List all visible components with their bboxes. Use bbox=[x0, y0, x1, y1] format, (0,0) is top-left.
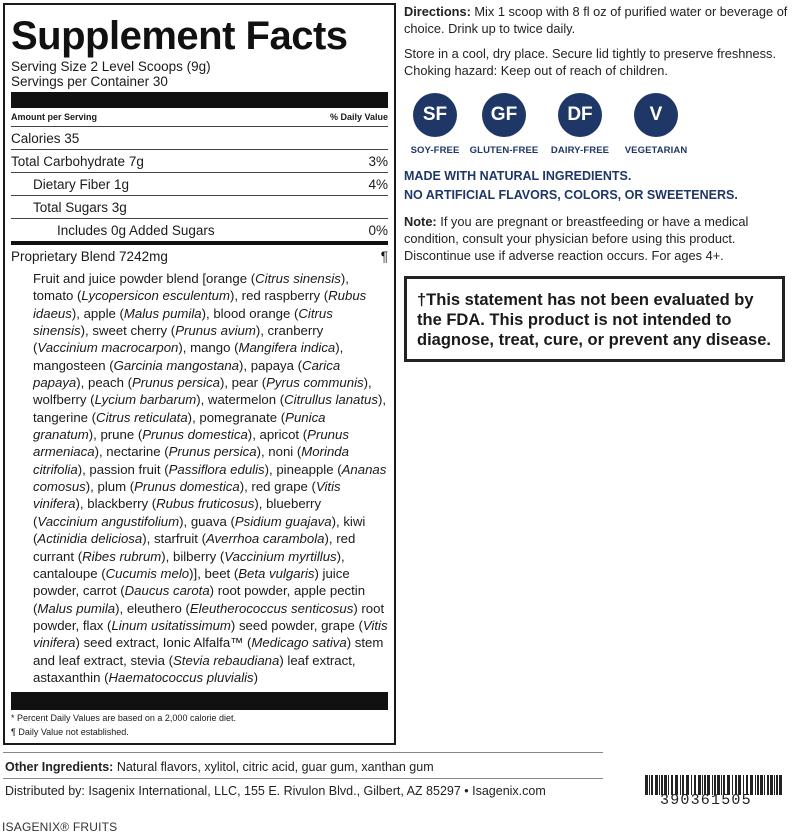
blend-text: ), apricot ( bbox=[247, 427, 308, 443]
nutrient-dv: ¶ bbox=[380, 249, 388, 264]
facts-title: Supplement Facts bbox=[11, 14, 348, 58]
blend-text: ), cantaloupe ( bbox=[33, 548, 345, 581]
barcode-bar bbox=[776, 775, 778, 795]
barcode-bar bbox=[770, 775, 773, 795]
blend-text: ), bilberry ( bbox=[161, 548, 225, 564]
barcode-bar bbox=[779, 775, 782, 795]
nutrient-dv: 3% bbox=[368, 154, 388, 169]
botanical-name: Eleutherococcus senticosus bbox=[189, 600, 354, 616]
botanical-name: Citrus reticulata bbox=[96, 409, 188, 425]
botanical-name: Actinidia deliciosa bbox=[37, 531, 143, 547]
blend-text: ) root powder, flax ( bbox=[33, 600, 385, 633]
botanical-name: Stevia rebaudiana bbox=[173, 652, 280, 668]
gluten-free-icon: GF bbox=[482, 93, 526, 137]
other-ingredients-label: Other Ingredients: bbox=[5, 760, 114, 774]
supplement-facts-panel bbox=[3, 3, 396, 745]
blend-text: ), tomato ( bbox=[33, 271, 349, 304]
blend-text: ), starfruit ( bbox=[142, 531, 206, 547]
badge-label: GLUTEN-FREE bbox=[469, 145, 539, 156]
blend-text: ) stem and leaf extract, stevia ( bbox=[33, 635, 384, 668]
blend-text: ), watermelon ( bbox=[196, 392, 285, 408]
botanical-name: Citrus sinensis bbox=[255, 271, 341, 286]
botanical-name: Vaccinium macrocarpon bbox=[37, 340, 179, 356]
divider-line bbox=[3, 778, 603, 779]
botanical-name: Carica papaya bbox=[33, 357, 341, 391]
botanical-name: Morinda citrifolia bbox=[33, 444, 349, 477]
blend-text: ), papaya ( bbox=[239, 357, 303, 373]
blend-text: ) leaf extract, astaxanthin ( bbox=[33, 652, 356, 685]
blend-text: ), blood orange ( bbox=[201, 305, 299, 321]
blend-text: Fruit and juice powder blend [orange ( bbox=[33, 271, 256, 286]
blend-text: ), pear ( bbox=[219, 375, 267, 391]
barcode-bar bbox=[655, 775, 658, 795]
botanical-name: Citrus sinensis bbox=[33, 305, 333, 339]
product-name: ISAGENIX® FRUITS bbox=[2, 820, 118, 834]
soy-free-icon: SF bbox=[413, 93, 457, 137]
choking-hazard-text: Choking hazard: Keep out of reach of children. bbox=[404, 63, 668, 78]
barcode-bar bbox=[755, 775, 756, 795]
nutrient-row-fiber bbox=[11, 173, 388, 196]
botanical-name: Daucus carota bbox=[124, 583, 210, 599]
botanical-name: Malus pumila bbox=[37, 600, 116, 616]
blend-text: ), apple ( bbox=[71, 305, 124, 321]
blend-text: ) seed powder, grape ( bbox=[230, 617, 363, 633]
botanical-name: Prunus avium bbox=[175, 323, 256, 339]
botanical-name: Prunus domestica bbox=[142, 427, 248, 443]
blend-text: ), pineapple ( bbox=[264, 461, 342, 477]
botanical-name: Ananas comosus bbox=[33, 461, 387, 495]
blend-text: ), mangosteen ( bbox=[33, 340, 344, 373]
barcode-bar bbox=[774, 775, 775, 795]
footnote-not-established: ¶ Daily Value not established. bbox=[11, 727, 129, 738]
nutrient-label: Includes 0g Added Sugars bbox=[57, 223, 215, 238]
blend-text: ), sweet cherry ( bbox=[80, 323, 176, 339]
botanical-name: Ribes rubrum bbox=[82, 548, 162, 564]
blend-text: ), red currant ( bbox=[33, 531, 356, 564]
other-ingredients-text: Natural flavors, xylitol, citric acid, guar gum, xanthan gum bbox=[113, 760, 434, 774]
barcode-bar bbox=[764, 775, 765, 795]
serving-size: Serving Size 2 Level Scoops (9g) bbox=[11, 59, 211, 74]
blend-text: ), peach ( bbox=[76, 375, 132, 391]
vegetarian-badge bbox=[618, 93, 694, 156]
botanical-name: Averrhoa carambola bbox=[205, 531, 325, 547]
barcode-number: 390361505 bbox=[660, 792, 752, 809]
footnote-daily-values: * Percent Daily Values are based on a 2,000 calorie diet. bbox=[11, 713, 236, 724]
vegetarian-icon: V bbox=[634, 93, 678, 137]
note bbox=[404, 213, 794, 264]
blend-text: ), nectarine ( bbox=[94, 444, 169, 460]
divider-line bbox=[3, 752, 603, 753]
botanical-name: Vitis vinifera bbox=[33, 617, 388, 651]
botanical-name: Mangifera indica bbox=[238, 340, 336, 356]
natural-ingredients-claim bbox=[404, 167, 794, 205]
barcode-bar bbox=[760, 775, 763, 795]
blend-text: ), mango ( bbox=[178, 340, 239, 356]
nutrient-label: Total Sugars 3g bbox=[33, 200, 127, 215]
directions-text: Mix 1 scoop with 8 fl oz of purified water or beverage of choice. Drink up to twice daily. bbox=[404, 4, 788, 36]
amount-per-serving-label: Amount per Serving bbox=[11, 112, 98, 122]
nutrient-label: Dietary Fiber 1g bbox=[33, 177, 130, 192]
gluten-free-badge bbox=[466, 93, 542, 156]
botanical-name: Linum usitatissimum bbox=[111, 617, 231, 633]
barcode-bar bbox=[651, 775, 653, 795]
blend-text: ), prune ( bbox=[88, 427, 143, 443]
blend-text: ), blueberry ( bbox=[33, 496, 322, 529]
botanical-name: Garcinia mangostana bbox=[113, 357, 239, 373]
nutrient-row-proprietary-blend bbox=[11, 245, 388, 267]
botanical-name: Pyrus communis bbox=[266, 375, 364, 391]
botanical-name: Prunus domestica bbox=[134, 479, 240, 495]
blend-text: ), guava ( bbox=[179, 513, 235, 529]
blend-text: ), kiwi ( bbox=[33, 513, 366, 547]
natural-claim-line-2: NO ARTIFICIAL FLAVORS, COLORS, OR SWEETENERS. bbox=[404, 188, 738, 202]
daily-value-header: % Daily Value bbox=[329, 112, 388, 122]
blend-text: )], beet ( bbox=[189, 565, 239, 581]
botanical-name: Rubus fruticosus bbox=[156, 496, 255, 512]
natural-claim-line-1: MADE WITH NATURAL INGREDIENTS. bbox=[404, 169, 632, 183]
botanical-name: Prunus armeniaca bbox=[33, 427, 349, 460]
blend-text: ), plum ( bbox=[85, 479, 135, 495]
blend-text: ), red grape ( bbox=[239, 479, 316, 495]
thick-divider-bottom bbox=[11, 692, 388, 710]
blend-text: ), cranberry ( bbox=[33, 323, 324, 356]
nutrient-label: Proprietary Blend 7242mg bbox=[11, 249, 168, 264]
barcode-bar bbox=[757, 775, 759, 795]
other-ingredients bbox=[5, 760, 434, 774]
barcode-bar bbox=[649, 775, 650, 795]
botanical-name: Vaccinium angustifolium bbox=[37, 513, 180, 529]
blend-text: ) seed extract, Ionic Alfalfa™ ( bbox=[75, 635, 252, 651]
nutrient-row-added-sugars bbox=[11, 219, 388, 245]
barcode-bar bbox=[645, 775, 648, 795]
botanical-name: Prunus persica bbox=[131, 375, 220, 391]
blend-text: ), eleuthero ( bbox=[115, 600, 190, 616]
blend-text: ), noni ( bbox=[256, 444, 302, 460]
directions bbox=[404, 3, 794, 37]
botanical-name: Passiflora edulis bbox=[168, 461, 265, 477]
servings-per-container: Servings per Container 30 bbox=[11, 74, 168, 89]
note-label: Note: bbox=[404, 214, 437, 229]
dairy-free-badge bbox=[542, 93, 618, 156]
blend-text: ) root powder, apple pectin ( bbox=[33, 583, 366, 616]
directions-label: Directions: bbox=[404, 4, 471, 19]
right-column bbox=[404, 3, 794, 362]
blend-ingredients bbox=[11, 267, 388, 686]
blend-text: ), blackberry ( bbox=[75, 496, 157, 512]
dairy-free-icon: DF bbox=[558, 93, 602, 137]
nutrient-dv: 4% bbox=[368, 177, 388, 192]
badge-label: DAIRY-FREE bbox=[550, 145, 610, 156]
distributor-text: Distributed by: Isagenix International, LLC, 155 E. Rivulon Blvd., Gilbert, AZ 85297 • Isagenix.com bbox=[5, 784, 546, 798]
nutrient-row-calories bbox=[11, 127, 388, 150]
blend-text: ), pomegranate ( bbox=[187, 409, 286, 425]
barcode-bar bbox=[767, 775, 769, 795]
botanical-name: Punica granatum bbox=[33, 409, 326, 443]
nutrient-label: Total Carbohydrate 7g bbox=[11, 154, 144, 169]
botanical-name: Malus pumila bbox=[123, 305, 202, 321]
botanical-name: Cucumis melo bbox=[105, 565, 190, 581]
diet-badges bbox=[404, 93, 794, 156]
badge-label: SOY-FREE bbox=[410, 145, 460, 156]
blend-text: ) juice powder, carrot ( bbox=[33, 565, 350, 599]
botanical-name: Prunus persica bbox=[168, 444, 257, 460]
blend-text: ), red raspberry ( bbox=[229, 288, 329, 304]
blend-text: ) bbox=[253, 669, 259, 685]
badge-label: VEGETARIAN bbox=[624, 145, 688, 156]
blend-text: ), passion fruit ( bbox=[77, 461, 169, 477]
nutrient-label: Calories 35 bbox=[11, 131, 80, 146]
botanical-name: Beta vulgaris bbox=[238, 565, 315, 581]
botanical-name: Vaccinium myrtillus bbox=[224, 548, 337, 564]
botanical-name: Rubus idaeus bbox=[33, 288, 367, 321]
nutrient-row-sugars bbox=[11, 196, 388, 219]
thick-divider bbox=[11, 92, 388, 108]
amount-header-row bbox=[11, 110, 388, 127]
botanical-name: Lycium barbarum bbox=[94, 392, 197, 408]
botanical-name: Citrullus lanatus bbox=[284, 392, 378, 408]
botanical-name: Psidium guajava bbox=[234, 513, 332, 529]
botanical-name: Vitis vinifera bbox=[33, 479, 341, 512]
storage-text: Store in a cool, dry place. Secure lid tightly to preserve freshness. bbox=[404, 46, 777, 61]
botanical-name: Medicago sativa bbox=[251, 635, 347, 651]
blend-text: ), wolfberry ( bbox=[33, 375, 372, 408]
fda-disclaimer-box: †This statement has not been evaluated by the FDA. This product is not intended to diagnose, treat, cure, or prevent any disease. bbox=[404, 276, 785, 362]
nutrient-dv: 0% bbox=[368, 223, 388, 238]
soy-free-badge bbox=[404, 93, 466, 156]
nutrient-row-carbohydrate bbox=[11, 150, 388, 173]
botanical-name: Haematococcus pluvialis bbox=[108, 669, 254, 685]
note-text: If you are pregnant or breastfeeding or have a medical condition, consult your physician before using this product. Discontinue use if adverse reaction occurs. For ages 4+. bbox=[404, 214, 749, 263]
blend-text: ), tangerine ( bbox=[33, 392, 387, 425]
botanical-name: Lycopersicon esculentum bbox=[81, 288, 230, 304]
